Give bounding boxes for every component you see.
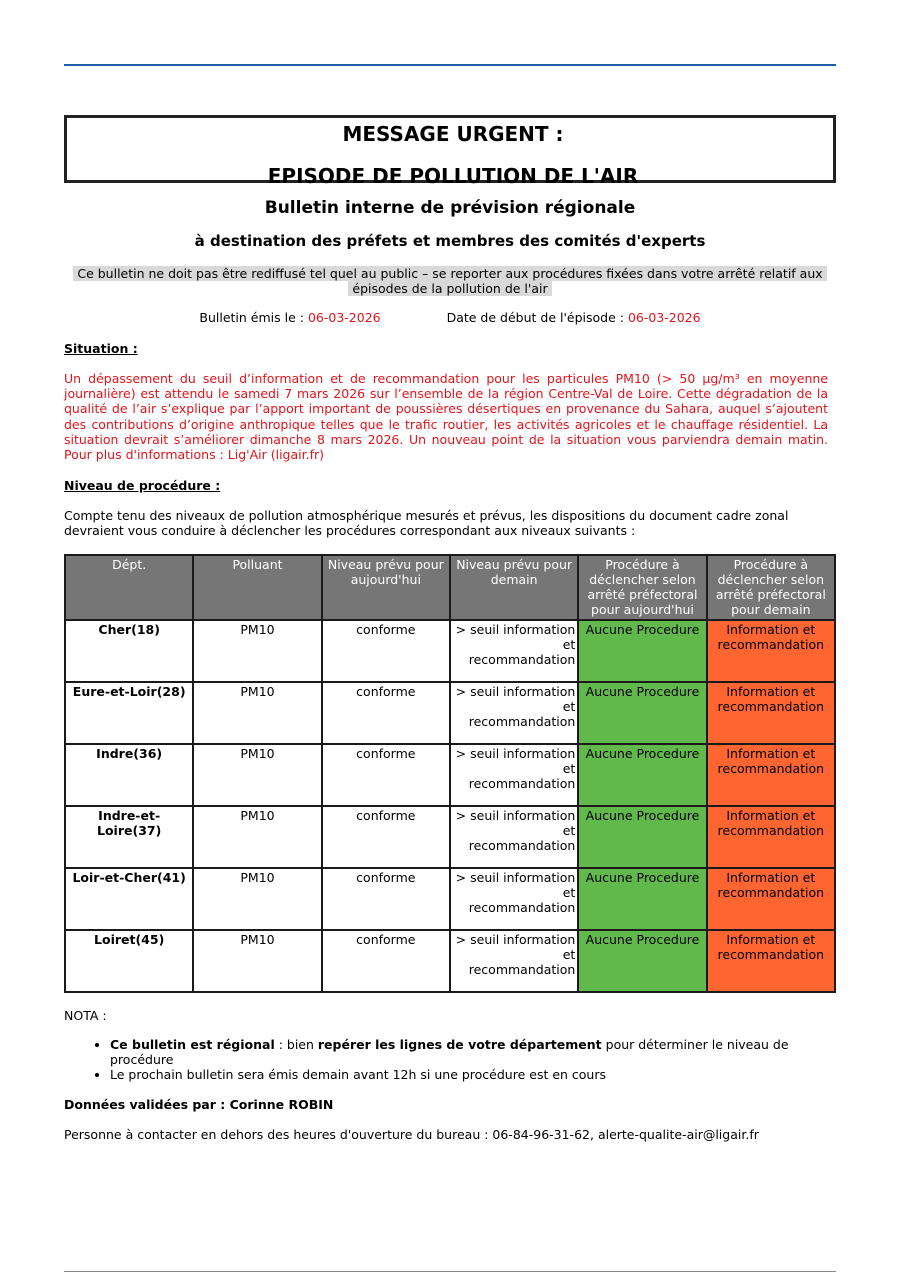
nota-label: NOTA : xyxy=(64,1007,107,1023)
bulletin-title: Bulletin interne de prévision régionale xyxy=(264,198,636,218)
col-pollutant: Polluant xyxy=(193,555,321,620)
table-header-row xyxy=(65,555,835,620)
procedure-today-cell: Aucune Procedure xyxy=(578,930,706,992)
procedure-tomorrow-cell: Information et recommandation xyxy=(707,620,835,682)
level-tomorrow-cell: > seuil information et recommandation xyxy=(450,930,578,992)
contact-email: alerte-qualite-air@ligair.fr xyxy=(597,1127,759,1143)
validated-by: Données validées par : Corinne ROBIN xyxy=(64,1097,334,1113)
procedure-tomorrow-cell: Information et recommandation xyxy=(707,930,835,992)
bulletin-dates xyxy=(64,310,836,325)
procedure-today-cell: Aucune Procedure xyxy=(578,868,706,930)
table-row xyxy=(65,620,835,682)
col-level-today: Niveau prévu pour aujourd'hui xyxy=(322,555,450,620)
pollutant-cell: PM10 xyxy=(193,806,321,868)
level-today-cell: conforme xyxy=(322,682,450,744)
procedure-today-cell: Aucune Procedure xyxy=(578,620,706,682)
procedure-intro: Compte tenu des niveaux de pollution atmosphérique mesurés et prévus, les dispositions du document cadre zonal devraient vous conduire à déclencher les procédures correspondant aux niveaux suivants : xyxy=(64,508,789,539)
pollutant-cell: PM10 xyxy=(193,682,321,744)
level-tomorrow-cell: > seuil information et recommandation xyxy=(450,806,578,868)
table-row xyxy=(65,744,835,806)
bulletin-page xyxy=(64,115,836,1142)
level-today-cell: conforme xyxy=(322,744,450,806)
contact-phone: 06-84-96-31-62 xyxy=(492,1127,590,1143)
table-row xyxy=(65,868,835,930)
procedure-today-cell: Aucune Procedure xyxy=(578,682,706,744)
level-today-cell: conforme xyxy=(322,620,450,682)
bulletin-subtitle: à destination des préfets et membres des comités d'experts xyxy=(194,232,706,250)
contact-line: Personne à contacter en dehors des heures d'ouverture du bureau : 06-84-96-31-62, alerte-qualite-air@ligair.fr xyxy=(64,1127,759,1143)
level-tomorrow-cell: > seuil information et recommandation xyxy=(450,868,578,930)
dept-cell: Loir-et-Cher(41) xyxy=(65,868,193,930)
nota-item: • Le prochain bulletin sera émis demain avant 12h si une procédure est en cours xyxy=(110,1067,836,1082)
col-dept: Dépt. xyxy=(65,555,193,620)
dept-cell: Indre-et-Loire(37) xyxy=(65,806,193,868)
dept-cell: Cher(18) xyxy=(65,620,193,682)
level-today-cell: conforme xyxy=(322,930,450,992)
procedure-today-cell: Aucune Procedure xyxy=(578,744,706,806)
dept-cell: Loiret(45) xyxy=(65,930,193,992)
procedure-tomorrow-cell: Information et recommandation xyxy=(707,806,835,868)
level-today-cell: conforme xyxy=(322,806,450,868)
procedure-tomorrow-cell: Information et recommandation xyxy=(707,682,835,744)
urgent-message-box xyxy=(64,115,836,188)
pollutant-cell: PM10 xyxy=(193,868,321,930)
header-rule xyxy=(64,64,836,66)
episode-title: EPISODE DE POLLUTION DE L'AIR xyxy=(267,164,639,188)
situation-heading: Situation : xyxy=(64,341,138,356)
level-tomorrow-cell: > seuil information et recommandation xyxy=(450,620,578,682)
pollutant-cell: PM10 xyxy=(193,620,321,682)
dept-cell: Indre(36) xyxy=(65,744,193,806)
distribution-warning: Ce bulletin ne doit pas être rediffusé tel quel au public – se reporter aux procédures fixées dans votre arrêté relatif aux épisodes de la pollution de l'air xyxy=(64,266,836,296)
issued-date: 06-03-2026 xyxy=(307,310,381,325)
col-procedure-tomorrow: Procédure à déclencher selon arrêté préfectoral pour demain xyxy=(707,555,835,620)
urgent-title: MESSAGE URGENT : xyxy=(342,122,564,146)
level-tomorrow-cell: > seuil information et recommandation xyxy=(450,682,578,744)
nota-item: • Ce bulletin est régional : bien repérer les lignes de votre département pour déterminer le niveau de procédure xyxy=(110,1037,836,1067)
situation-text: Un dépassement du seuil d’information et de recommandation pour les particules PM10 (> 50 µg/m³ en moyenne journalière) est attendu le samedi 7 mars 2026 sur l’ensemble de la région Centre-Val de Loire. Cette dégradation de la qualité de l’air s’explique par l’apport important de poussières désertiques en provenance du Sahara, auquel s’ajoutent des contributions d’origine anthropique telles que le trafic routier, les activités agricoles et le chauffage résidentiel. La situation devrait s’améliorer dimanche 8 mars 2026. Un nouveau point de la situation vous parviendra demain matin. Pour plus d'informations : Lig'Air (ligair.fr) xyxy=(64,371,828,463)
procedure-today-cell: Aucune Procedure xyxy=(578,806,706,868)
procedure-tomorrow-cell: Information et recommandation xyxy=(707,744,835,806)
footer-rule xyxy=(64,1271,836,1272)
table-row xyxy=(65,930,835,992)
col-procedure-today: Procédure à déclencher selon arrêté préfectoral pour aujourd'hui xyxy=(578,555,706,620)
episode-start-date: 06-03-2026 xyxy=(627,310,701,325)
procedure-table xyxy=(64,554,836,993)
level-tomorrow-cell: > seuil information et recommandation xyxy=(450,744,578,806)
table-row xyxy=(65,806,835,868)
episode-start-label: Date de début de l'épisode : xyxy=(446,310,628,325)
procedure-tomorrow-cell: Information et recommandation xyxy=(707,868,835,930)
issued-label: Bulletin émis le : xyxy=(199,310,308,325)
col-level-tomorrow: Niveau prévu pour demain xyxy=(450,555,578,620)
nota-list xyxy=(64,1037,836,1083)
dept-cell: Eure-et-Loir(28) xyxy=(65,682,193,744)
procedure-heading: Niveau de procédure : xyxy=(64,478,221,494)
level-today-cell: conforme xyxy=(322,868,450,930)
pollutant-cell: PM10 xyxy=(193,744,321,806)
pollutant-cell: PM10 xyxy=(193,930,321,992)
table-row xyxy=(65,682,835,744)
